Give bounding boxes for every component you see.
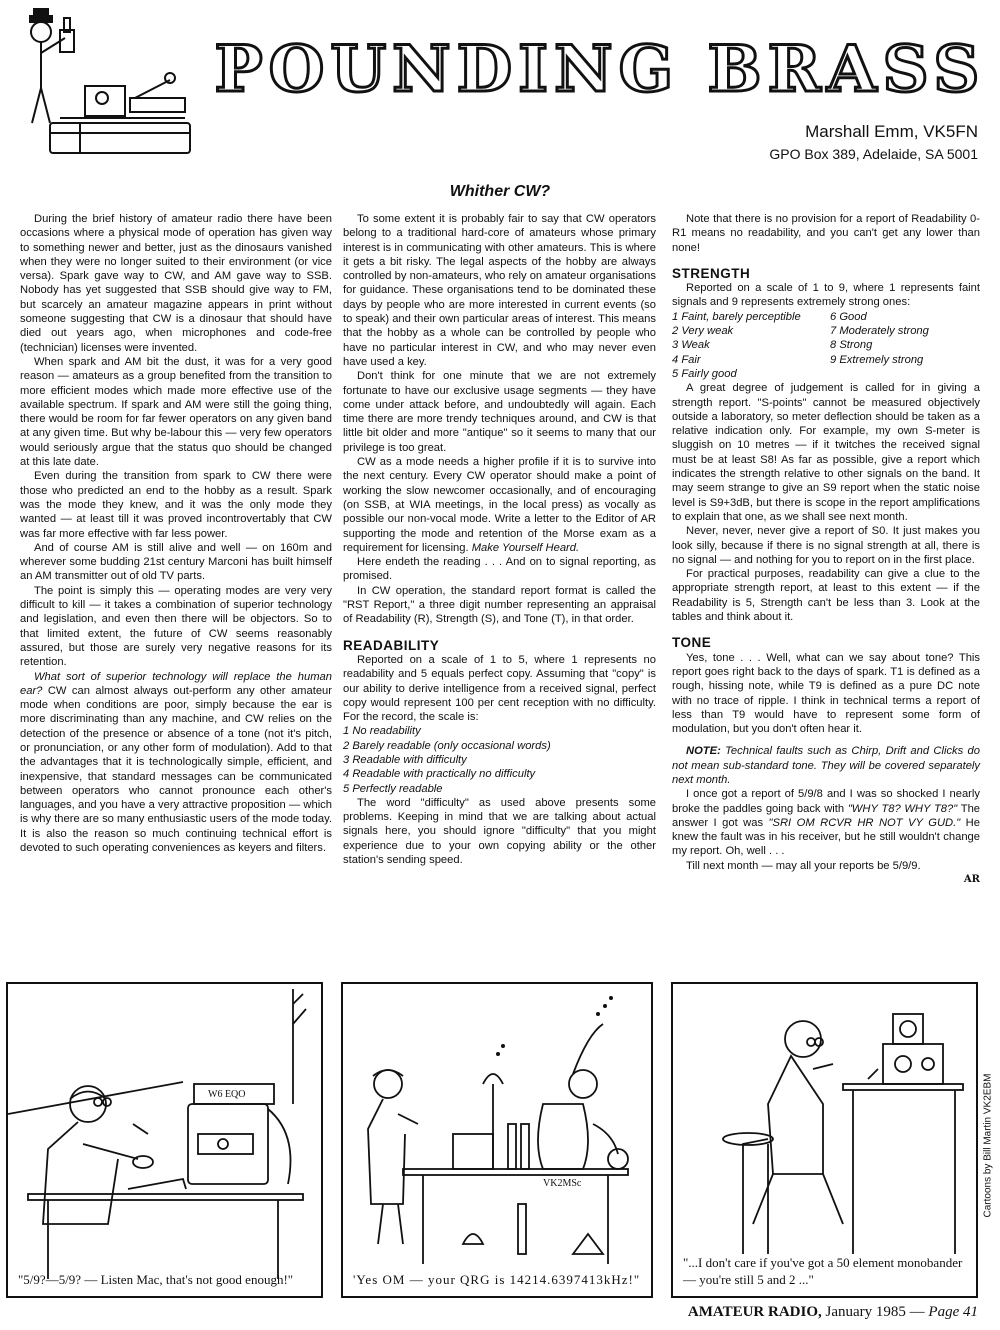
cartoon-panel-1 <box>6 982 323 1298</box>
section-heading-tone: TONE <box>672 635 712 651</box>
paragraph: When spark and AM bit the dust, it was for a very good reason — amateurs as a group benefited from the transition to more efficient modes which made more effective use of the available spectrum. If spark and AM were still the going thing, there would be room for far fewer operators on any given band at any given time. But why be-labour this — very few operators would seriously argue that the status quo should be changed at this late date. <box>20 355 332 469</box>
callsign-label: W6 EQO <box>208 1089 246 1100</box>
paragraph <box>20 670 332 856</box>
paragraph: Note that there is no provision for a report of Readability 0-R1 means no readability, and you can't get any lower than none! <box>672 213 980 254</box>
paragraph-text: The answer I got was <box>672 802 981 829</box>
page-title: POUNDING BRASS <box>214 32 986 107</box>
note-text: Technical faults such as Chirp, Drift and Clicks do not mean sub-standard tone. They will be covered separately next month. <box>672 745 980 786</box>
list-item: 2 Barely readable (only occasional words) <box>343 739 551 752</box>
cartoon-caption: "5/9?—5/9? — Listen Mac, that's not good enough!" <box>18 1272 294 1287</box>
paragraph: Here endeth the reading . . . And on to signal reporting, as promised. <box>343 556 656 583</box>
paragraph-text: CW as a mode needs a higher profile if it is to survive into the next century. Every CW operator should make a point of working the slow newcomer occasionally, and of encouraging (on SSB, at WIA meetings, in the local press) as vocally as possible our non-vocal mode. Write a letter to the Editor of AR supporting the mode and retention of the Morse exam as a requirement for licensing. <box>343 456 656 554</box>
cartoon-drawing-operator-desk <box>8 984 321 1296</box>
section-heading-readability: READABILITY <box>343 637 440 653</box>
paragraph: Don't think for one minute that we are not extremely fortunate to have our exclusive usage segments — they have come under attack before, and undoubtedly will again. Each time there are more trendy techniques around, and CW is that little bit older and more "antique" so it seems to many that our privilege is too great. <box>343 370 656 454</box>
paragraph: Never, never, never give a report of S0. It just makes you look silly, because if there is no signal strength at all, there is no signal — and nothing for you to report on in the first place. <box>672 525 980 566</box>
author-byline: Marshall Emm, VK5FN <box>805 122 978 141</box>
list-item: 1 No readability <box>343 725 421 738</box>
paragraph: Reported on a scale of 1 to 5, where 1 represents no readability and 5 equals perfect copy. Assuming that "copy" is our ability to derive intelligence from a received signal, perfect copy would represent 100 per cent reception with no difficulty. For the record, the scale is: <box>343 653 656 724</box>
list-item: 9 Extremely strong <box>830 353 924 366</box>
article-column-2 <box>343 212 656 867</box>
list-item: 4 Fair <box>672 353 701 366</box>
author-address: GPO Box 389, Adelaide, SA 5001 <box>769 146 978 162</box>
paragraph: During the brief history of amateur radio there have been occasions where a physical mode of operation has given way to something newer and better, just as the dinosaurs vanished when they were no longer suited to their environment (or vice versa). Spark gave way to CW, and AM gave way to SSB. Nobody has yet suggested that SSB should give way to FM, but scarcely an amateur magazine appears in print without someone suggesting that CW is a dinosaur that should have died out years ago, when microphones and code-free (technician) licenses were invented. <box>20 213 332 354</box>
callsign-label: VK2MSc <box>543 1178 582 1189</box>
issue-date: January 1985 — <box>821 1304 929 1320</box>
list-item: 4 Readable with practically no difficulty <box>343 768 536 781</box>
list-item: 3 Readable with difficulty <box>343 753 467 766</box>
paragraph-rest: CW can almost always out-perform any other amateur mode when conditions are poor, simply because the ear is more discriminating than any machine, and CW relies on the detection of the presence or absence of a tone (not it's pitch, or pronunciation, or any other form of modulation). Add to that the advantages that it is technologically simple, efficient, and inexpensive, that standard messages can be communicated between operators who cannot pronounce each other's languages, and you have a very attractive proposition — which is why there are so many enthusiastic users of the mode today. It is also the reason so much continuing technical effort is devoted to such operating conveniences as keyers and filters. <box>20 684 332 855</box>
italic-quote: "WHY T8? WHY T8?" <box>847 802 958 815</box>
italic-callout: Make Yourself Heard. <box>468 541 580 554</box>
publication-name: AMATEUR RADIO, <box>687 1304 822 1320</box>
strength-scale-table <box>672 310 980 381</box>
cartoon-panel-3 <box>671 982 978 1298</box>
italic-question: What sort of superior technology will replace the human ear? <box>20 670 332 697</box>
paragraph: A great degree of judgement is called for in giving a strength report. "S-points" cannot be measured objectively outside a laboratory, so meter deflection should be taken as a relative indication only. For example, my own S-meter is sluggish on 10 metres — if it twitches the received signal must be at least S8! As far as possible, give a report which indicates the strength relative to other signals on the band. It may seem strange to give an S9 report when the static noise level is S9+3dB, but there is scope in the report amplifications to explain that one, as we shall see next month. <box>672 382 980 523</box>
paragraph: Yes, tone . . . Well, what can we say about tone? This report goes right back to the days of spark. T1 is defined as a rough, hissing note, while T9 is defined as a pure DC note with no trace of ripple. I think in technical terms a report of less than T9 would have to represent some form of modulation, but you don't often hear it. <box>672 651 980 736</box>
strength-scale-left <box>672 310 830 381</box>
paragraph <box>672 787 980 858</box>
list-item: 8 Strong <box>830 339 873 352</box>
list-item: 5 Fairly good <box>672 367 737 380</box>
section-heading-strength: STRENGTH <box>672 265 751 281</box>
credit-text: Cartoons by Bill Martin VK2EBM <box>982 1073 994 1218</box>
cartoon-panel-2 <box>341 982 653 1298</box>
cartoon-drawing-lab-bench <box>343 984 651 1296</box>
list-item: 5 Perfectly readable <box>343 782 443 795</box>
cartoon-credit <box>978 1000 998 1300</box>
paragraph: Reported on a scale of 1 to 9, where 1 represents faint signals and 9 represents extremely strong ones: <box>672 282 980 309</box>
paragraph: And of course AM is still alive and well — on 160m and wherever some budding 21st century Marconi has built himself an AM transmitter out of old TV parts. <box>20 541 332 583</box>
paragraph: For practical purposes, readability can give a clue to the appropriate strength report, at least to this extent — if the Readability is 5, Strength can't be less than 3. Look at the tables and think about it. <box>672 568 980 624</box>
note-label: NOTE: <box>686 745 721 758</box>
paragraph-text: He knew the fault was in his receiver, but he still wouldn't change my report. Oh, well . . . <box>672 816 980 858</box>
paragraph-text: I once got a report of 5/9/8 and I was so shocked I nearly broke the paddles going back with <box>672 788 980 815</box>
paragraph: The word "difficulty" as used above presents some problems. Keeping in mind that we are talking about actual signals here, you should ignore "difficulty" that you might experience due to your own copying ability or the other station's sending speed. <box>343 796 656 867</box>
list-item: 1 Faint, barely perceptible <box>672 310 801 323</box>
cartoon-caption: "...I don't care if you've got a 50 element monobander — you're still 5 and 2 ..." <box>683 1255 963 1287</box>
list-item: 2 Very weak <box>672 325 734 338</box>
paragraph: Till next month — may all your reports be 5/9/9. <box>686 859 921 872</box>
list-item: 3 Weak <box>672 339 710 352</box>
end-mark: AR <box>963 874 980 886</box>
readability-scale-list <box>343 724 656 795</box>
cartoon-caption: 'Yes OM — your QRG is 14214.6397413kHz!" <box>353 1272 641 1287</box>
list-item: 7 Moderately strong <box>830 325 929 338</box>
article-column-1 <box>20 212 332 855</box>
paragraph: The point is simply this — operating modes are very very difficult to kill — it takes a combination of superior technology and legislation, and even then there will be objectors. So to that limited extent, the future of CW seems reasonably assured, but those are surely very negative reasons for its retention. <box>20 584 332 669</box>
list-item: 6 Good <box>830 310 867 323</box>
note-paragraph <box>672 744 980 787</box>
telegraph-operator-illustration <box>20 8 200 168</box>
paragraph <box>343 455 656 555</box>
cartoon-drawing-operator-chair <box>673 984 976 1296</box>
paragraph: To some extent it is probably fair to say that CW operators belong to a traditional hard-core of amateurs whose primary interest is in communicating with other amateurs. This is where it gets a bit risky. The legal aspects of the hobby are always controlled by non-amateurs, who rely on amateur organisations for guidance. These organisations tend to be dominated these days by people who are more interested in current events (so to speak) and their own particular areas of interest. This means that the hobby as a whole can be controlled by people who have no particular interest in CW, and who may never even have used a key. <box>343 213 656 368</box>
article-column-3 <box>672 212 980 887</box>
strength-scale-right <box>830 310 980 381</box>
paragraph: In CW operation, the standard report format is called the "RST Report," a three digit number representing an appraisal of Readability (R), Strength (S), and Tone (T), in that order. <box>343 584 656 626</box>
paragraph: Even during the transition from spark to CW there were those who predicted an end to the hobby as a result. Spark was the mode they knew, and it was the only mode they wanted — at least till it was proved incontrovertably that CW was far more effective with far less power. <box>20 470 332 540</box>
italic-quote: "SRI OM RCVR HR NOT VY GUD." <box>768 816 961 829</box>
page-footer <box>688 1304 978 1321</box>
article-subtitle: Whither CW? <box>449 183 551 200</box>
page-number: Page 41 <box>928 1304 978 1320</box>
